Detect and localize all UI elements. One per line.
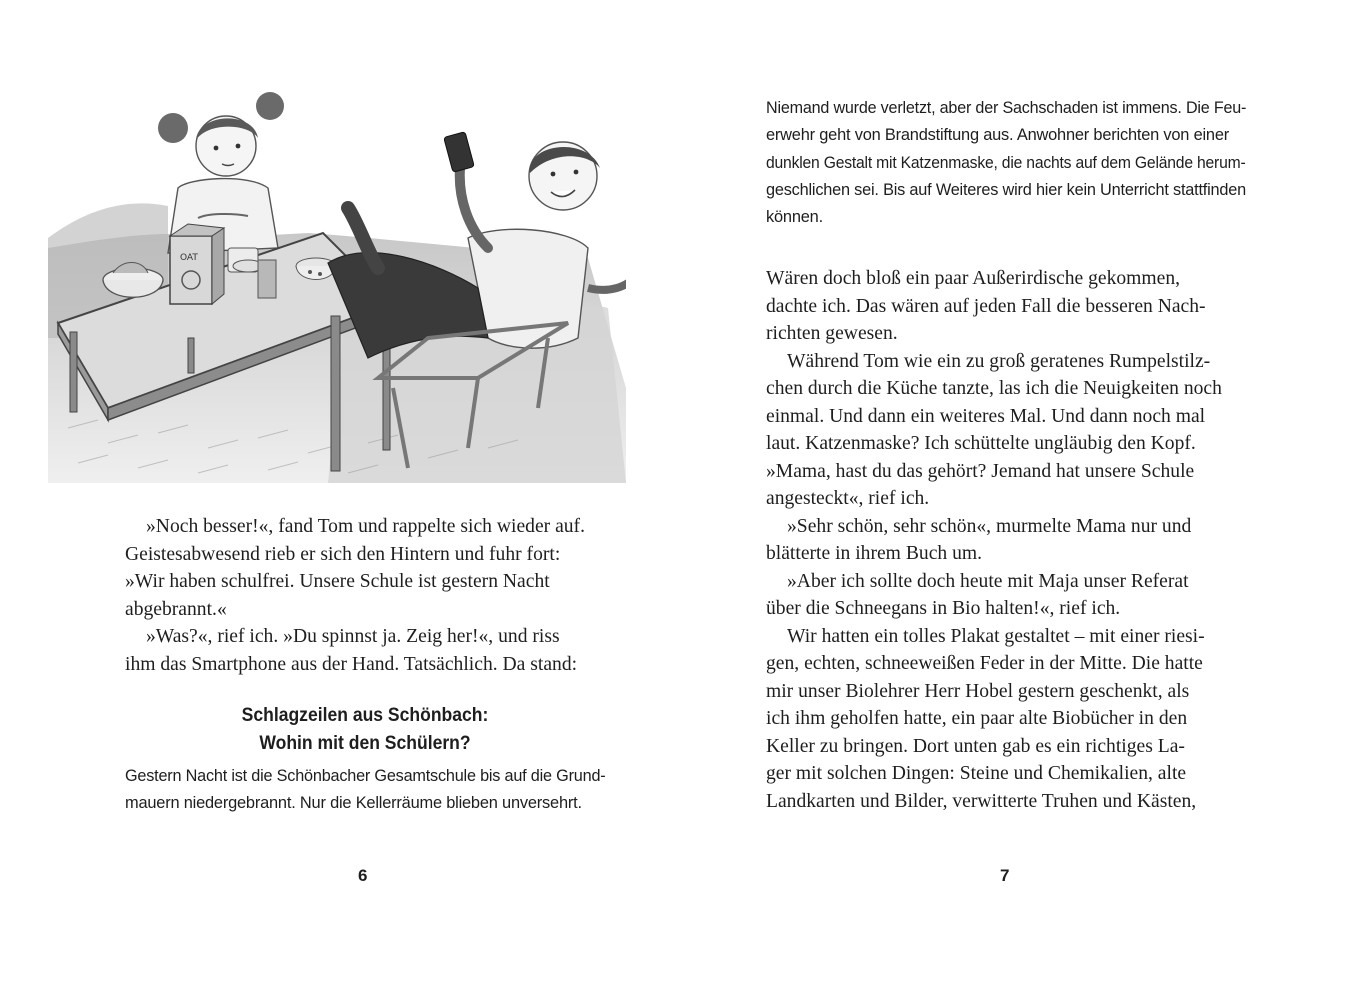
text-line: angesteckt«, rief ich. <box>766 488 930 509</box>
text-line: »Aber ich sollte doch heute mit Maja unser Referat <box>787 570 1189 592</box>
text-line: einmal. Und dann ein weiteres Mal. Und dann noch mal <box>766 405 1206 427</box>
left-paragraph-1 <box>125 513 603 623</box>
news-line: mauern niedergebrannt. Nur die Kellerräume blieben unversehrt. <box>125 794 582 813</box>
text-line: »Mama, hast du das gehört? Jemand hat unsere Schule <box>766 460 1195 482</box>
svg-text:OAT: OAT <box>180 253 198 263</box>
right-paragraph-1 <box>766 265 1244 815</box>
right-page <box>685 0 1370 1000</box>
text-line: über die Schneegans in Bio halten!«, rief ich. <box>766 598 1121 619</box>
text-line: ger mit solchen Dingen: Steine und Chemikalien, alte <box>766 763 1187 784</box>
headline-line-2: Wohin mit den Schülern? <box>259 732 471 754</box>
left-paragraph-2 <box>125 623 603 678</box>
text-line: Keller zu bringen. Dort unten gab es ein richtiges La- <box>766 735 1185 757</box>
text-line: gen, echten, schneeweißen Feder in der Mitte. Die hatte <box>766 653 1203 674</box>
news-line: Gestern Nacht ist die Schönbacher Gesamtschule bis auf die Grund- <box>125 767 606 785</box>
text-line: ich ihm geholfen hatte, ein paar alte Biobücher in den <box>766 708 1188 729</box>
news-line: können. <box>766 208 823 227</box>
text-line: chen durch die Küche tanzte, las ich die Neuigkeiten noch <box>766 378 1222 399</box>
text-line: ihm das Smartphone aus der Hand. Tatsächlich. Da stand: <box>125 653 578 675</box>
text-line: dachte ich. Das wären auf jeden Fall die besseren Nach- <box>766 295 1206 317</box>
news-line: dunklen Gestalt mit Katzenmaske, die nachts auf dem Gelände herum- <box>766 153 1246 172</box>
breakfast-illustration <box>48 88 626 483</box>
text-line: Wären doch bloß ein paar Außerirdische gekommen, <box>766 268 1181 289</box>
news-line: Niemand wurde verletzt, aber der Sachschaden ist immens. Die Feu- <box>766 99 1247 117</box>
text-line: »Wir haben schulfrei. Unsere Schule ist gestern Nacht <box>125 571 550 592</box>
page-number-left: 6 <box>358 866 368 885</box>
text-line: richten gewesen. <box>766 323 898 344</box>
text-line: »Sehr schön, sehr schön«, murmelte Mama nur und <box>787 515 1192 537</box>
headline-line-1: Schlagzeilen aus Schönbach: <box>241 704 489 726</box>
left-news-text <box>125 763 605 818</box>
text-line: Geistesabwesend rieb er sich den Hintern und fuhr fort: <box>125 543 561 565</box>
text-line: blätterte in ihrem Buch um. <box>766 543 983 564</box>
text-line: Wir hatten ein tolles Plakat gestaltet – mit einer riesi- <box>787 625 1205 647</box>
news-line: erwehr geht von Brandstiftung aus. Anwohner berichten von einer <box>766 126 1230 145</box>
text-line: »Was?«, rief ich. »Du spinnst ja. Zeig her!«, und riss <box>146 626 560 647</box>
news-line: geschlichen sei. Bis auf Weiteres wird hier kein Unterricht stattfinden <box>766 180 1247 199</box>
right-news-text <box>766 95 1246 231</box>
text-line: Landkarten und Bilder, verwitterte Truhen und Kästen, <box>766 790 1197 812</box>
text-line: abgebrannt.« <box>125 598 227 620</box>
text-line: mir unser Biolehrer Herr Hobel gestern geschenkt, als <box>766 680 1190 702</box>
text-line: Während Tom wie ein zu groß geratenes Rumpelstilz- <box>787 350 1211 372</box>
page-number-right: 7 <box>1000 866 1010 885</box>
newspaper-headline <box>149 701 581 757</box>
text-line: laut. Katzenmaske? Ich schüttelte ungläubig den Kopf. <box>766 433 1196 454</box>
text-line: »Noch besser!«, fand Tom und rappelte sich wieder auf. <box>146 516 585 537</box>
